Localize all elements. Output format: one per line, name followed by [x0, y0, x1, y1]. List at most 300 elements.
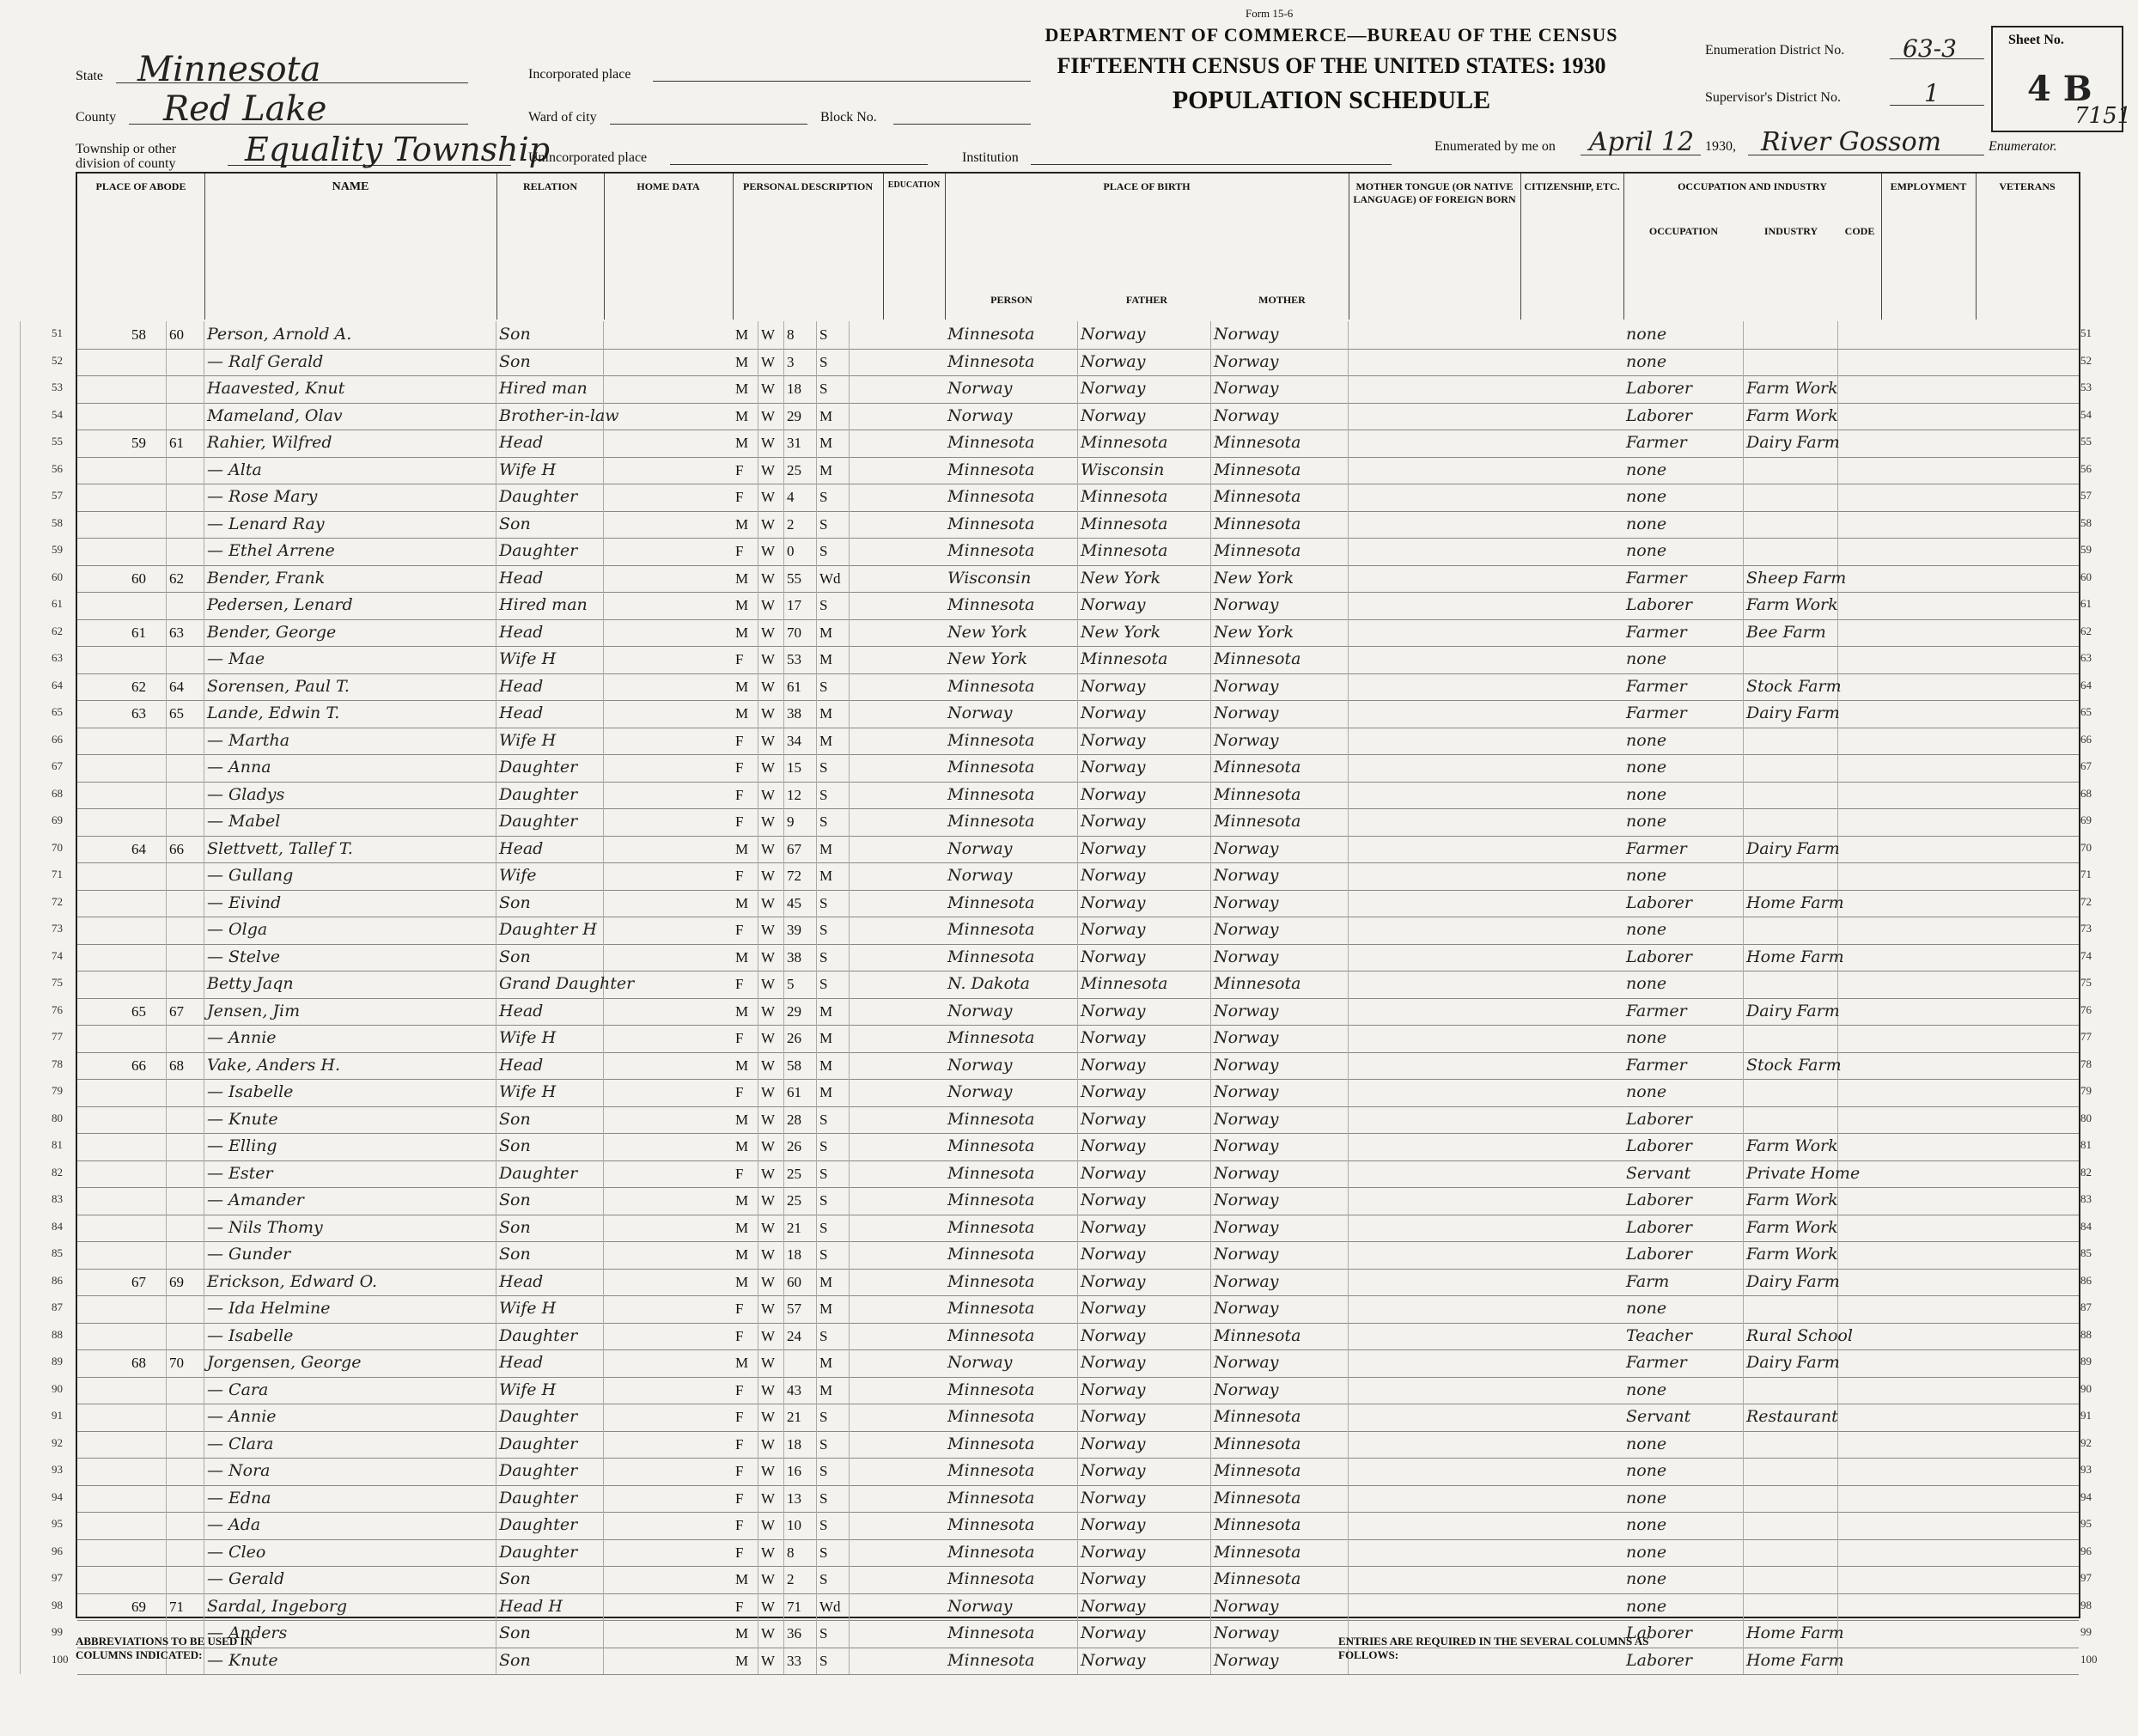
- cell-race: W: [758, 1404, 784, 1431]
- line-number: 55: [52, 435, 63, 448]
- cell-age: [784, 1349, 817, 1377]
- cell-sex: M: [733, 1349, 758, 1377]
- township-value: Equality Township: [245, 131, 551, 168]
- cell-sex: M: [733, 700, 758, 728]
- line-number: 66: [2080, 732, 2092, 746]
- cell-rel: Grand Daughter: [496, 971, 604, 998]
- cell-ind: [1744, 862, 1838, 890]
- cell-rel: Head: [496, 700, 604, 728]
- cell-race: W: [758, 1512, 784, 1539]
- line-number: 95: [52, 1517, 63, 1530]
- cell-occ: Farm: [1623, 1269, 1744, 1296]
- cell-mar: M: [817, 403, 850, 430]
- cell-bp: Norway: [945, 403, 1078, 430]
- cell-occ: Laborer: [1623, 403, 1744, 430]
- cell-fbp: Norway: [1078, 1404, 1211, 1431]
- cell-mbp: Norway: [1211, 1269, 1349, 1296]
- cell-name: — Gerald: [204, 1566, 496, 1593]
- cell-ind: [1744, 1593, 1838, 1621]
- enumerated-year: 1930,: [1705, 139, 1736, 154]
- line-number: 86: [52, 1273, 63, 1287]
- cell-bp: Minnesota: [945, 1187, 1078, 1215]
- cell-mbp: Norway: [1211, 862, 1349, 890]
- line-number: 72: [52, 894, 63, 908]
- cell-occ: Farmer: [1623, 700, 1744, 728]
- cell-ind: Dairy Farm: [1744, 1269, 1838, 1296]
- cell-dw: [129, 728, 167, 755]
- cell-bp: Minnesota: [945, 944, 1078, 972]
- cell-mbp: Norway: [1211, 1133, 1349, 1160]
- cell-age: 2: [784, 511, 817, 539]
- col-employment: EMPLOYMENT: [1881, 174, 1977, 320]
- cell-race: W: [758, 944, 784, 972]
- cell-age: 0: [784, 538, 817, 565]
- cell-sex: F: [733, 457, 758, 484]
- cell-fam: [167, 1215, 204, 1242]
- cell-occ: none: [1623, 1377, 1744, 1404]
- cell-mbp: Norway: [1211, 321, 1349, 349]
- cell-name: — Ada: [204, 1512, 496, 1539]
- cell-rel: Wife H: [496, 646, 604, 673]
- cell-sex: M: [733, 998, 758, 1026]
- cell-name: — Edna: [204, 1485, 496, 1513]
- cell-mar: S: [817, 808, 850, 836]
- cell-fbp: New York: [1078, 565, 1211, 593]
- cell-fbp: Norway: [1078, 998, 1211, 1026]
- line-number: 97: [52, 1571, 63, 1584]
- line-number: 77: [2080, 1030, 2092, 1043]
- cell-age: 72: [784, 862, 817, 890]
- table-row: [77, 375, 2079, 404]
- cell-fbp: Norway: [1078, 1539, 1211, 1567]
- cell-occ: none: [1623, 1431, 1744, 1459]
- cell-rel: Son: [496, 1566, 604, 1593]
- cell-ind: [1744, 457, 1838, 484]
- table-row: [77, 808, 2079, 837]
- line-number: 59: [2080, 543, 2092, 556]
- cell-sex: F: [733, 1458, 758, 1485]
- cell-race: W: [758, 1079, 784, 1106]
- cell-fam: [167, 1295, 204, 1323]
- line-number: 91: [2080, 1409, 2092, 1422]
- cell-sex: M: [733, 1620, 758, 1648]
- cell-bp: Minnesota: [945, 1620, 1078, 1648]
- cell-dw: [129, 1485, 167, 1513]
- cell-dw: [129, 1133, 167, 1160]
- enumerator-label: Enumerator.: [1989, 139, 2057, 154]
- cell-dw: [129, 754, 167, 782]
- incorporated-label: Incorporated place: [528, 67, 631, 82]
- table-row: [77, 1269, 2079, 1297]
- cell-bp: Minnesota: [945, 1404, 1078, 1431]
- cell-name: — Cleo: [204, 1539, 496, 1567]
- line-number: 74: [52, 948, 63, 962]
- cell-race: W: [758, 1269, 784, 1296]
- cell-race: W: [758, 375, 784, 403]
- cell-fam: [167, 1485, 204, 1513]
- cell-bp: Minnesota: [945, 1377, 1078, 1404]
- cell-dw: [129, 1323, 167, 1350]
- line-number: 86: [2080, 1273, 2092, 1287]
- cell-name: — Clara: [204, 1431, 496, 1459]
- sheet-value: 4 B: [2027, 69, 2092, 109]
- cell-name: — Gunder: [204, 1241, 496, 1269]
- cell-dw: [129, 917, 167, 944]
- cell-occ: Servant: [1623, 1160, 1744, 1188]
- cell-name: — Rose Mary: [204, 484, 496, 511]
- cell-ind: [1744, 349, 1838, 376]
- cell-fbp: Norway: [1078, 403, 1211, 430]
- cell-ind: [1744, 1106, 1838, 1134]
- cell-race: W: [758, 1566, 784, 1593]
- cell-dw: 69: [129, 1593, 167, 1621]
- table-row: [77, 782, 2079, 810]
- cell-mar: S: [817, 349, 850, 376]
- table-row: [77, 890, 2079, 918]
- line-number: 92: [2080, 1435, 2092, 1449]
- cell-age: 45: [784, 890, 817, 917]
- county-value: Red Lake: [163, 89, 327, 129]
- cell-fam: 63: [167, 619, 204, 647]
- cell-mar: M: [817, 1052, 850, 1080]
- cell-sex: M: [733, 349, 758, 376]
- ward-label: Ward of city: [528, 110, 597, 125]
- cell-name: — Mae: [204, 646, 496, 673]
- cell-rel: Hired man: [496, 592, 604, 619]
- cell-mar: S: [817, 592, 850, 619]
- cell-age: 18: [784, 375, 817, 403]
- cell-fam: 68: [167, 1052, 204, 1080]
- cell-occ: none: [1623, 538, 1744, 565]
- line-number: 64: [2080, 678, 2092, 691]
- cell-dw: [129, 1106, 167, 1134]
- line-number: 58: [2080, 515, 2092, 529]
- cell-age: 15: [784, 754, 817, 782]
- cell-fbp: Minnesota: [1078, 429, 1211, 457]
- cell-mbp: Minnesota: [1211, 484, 1349, 511]
- cell-age: 16: [784, 1458, 817, 1485]
- cell-name: — Amander: [204, 1187, 496, 1215]
- cell-ind: [1744, 511, 1838, 539]
- line-number: 91: [52, 1409, 63, 1422]
- cell-name: — Ralf Gerald: [204, 349, 496, 376]
- enum-district-value: 63-3: [1903, 34, 1957, 63]
- table-row: [77, 429, 2079, 458]
- cell-rel: Daughter: [496, 1323, 604, 1350]
- line-number: 90: [2080, 1381, 2092, 1395]
- cell-age: 60: [784, 1269, 817, 1296]
- cell-ind: [1744, 1025, 1838, 1052]
- cell-fam: [167, 1025, 204, 1052]
- cell-ind: Stock Farm: [1744, 673, 1838, 701]
- line-number: 76: [52, 1002, 63, 1016]
- cell-occ: none: [1623, 808, 1744, 836]
- table-row: [77, 1377, 2079, 1405]
- cell-race: W: [758, 1485, 784, 1513]
- cell-name: — Martha: [204, 728, 496, 755]
- cell-mbp: New York: [1211, 619, 1349, 647]
- cell-mar: S: [817, 321, 850, 349]
- cell-occ: none: [1623, 1593, 1744, 1621]
- cell-dw: [129, 808, 167, 836]
- cell-mbp: Minnesota: [1211, 511, 1349, 539]
- cell-fbp: Minnesota: [1078, 538, 1211, 565]
- line-number: 77: [52, 1030, 63, 1043]
- cell-fbp: Norway: [1078, 1566, 1211, 1593]
- cell-name: — Stelve: [204, 944, 496, 972]
- cell-occ: Laborer: [1623, 890, 1744, 917]
- cell-fbp: Norway: [1078, 1133, 1211, 1160]
- line-number: 51: [2080, 326, 2092, 339]
- cell-ind: [1744, 782, 1838, 809]
- cell-age: 67: [784, 836, 817, 863]
- cell-bp: Minnesota: [945, 511, 1078, 539]
- cell-occ: none: [1623, 1512, 1744, 1539]
- cell-sex: M: [733, 673, 758, 701]
- cell-dw: 66: [129, 1052, 167, 1080]
- cell-sex: F: [733, 862, 758, 890]
- line-number: 90: [52, 1381, 63, 1395]
- line-number: 82: [2080, 1165, 2092, 1179]
- cell-occ: none: [1623, 1025, 1744, 1052]
- cell-fam: 65: [167, 700, 204, 728]
- line-number: 97: [2080, 1571, 2092, 1584]
- unincorporated-label: Unincorporated place: [528, 150, 648, 165]
- cell-name: — Eivind: [204, 890, 496, 917]
- cell-rel: Head: [496, 998, 604, 1026]
- cell-age: 8: [784, 321, 817, 349]
- cell-rel: Head: [496, 565, 604, 593]
- cell-fam: [167, 538, 204, 565]
- cell-rel: Son: [496, 511, 604, 539]
- cell-occ: Laborer: [1623, 1106, 1744, 1134]
- line-number: 82: [52, 1165, 63, 1179]
- supervisor-value: 1: [1924, 79, 1940, 107]
- cell-sex: M: [733, 836, 758, 863]
- line-number: 71: [2080, 868, 2092, 880]
- cell-age: 33: [784, 1648, 817, 1675]
- table-row: [77, 1458, 2079, 1486]
- cell-bp: Minnesota: [945, 1485, 1078, 1513]
- line-number: 78: [52, 1057, 63, 1070]
- cell-bp: Minnesota: [945, 1323, 1078, 1350]
- line-number: 78: [2080, 1057, 2092, 1070]
- cell-bp: Minnesota: [945, 1106, 1078, 1134]
- line-number: 53: [52, 381, 63, 393]
- cell-age: 3: [784, 349, 817, 376]
- table-row: [77, 673, 2079, 702]
- cell-age: 26: [784, 1133, 817, 1160]
- line-number: 81: [2080, 1138, 2092, 1151]
- cell-rel: Daughter: [496, 1160, 604, 1188]
- cell-name: Pedersen, Lenard: [204, 592, 496, 619]
- cell-rel: Head: [496, 1349, 604, 1377]
- cell-ind: [1744, 484, 1838, 511]
- cell-race: W: [758, 890, 784, 917]
- cell-race: W: [758, 1106, 784, 1134]
- cell-mar: S: [817, 1133, 850, 1160]
- table-row: [77, 403, 2079, 431]
- cell-race: W: [758, 1349, 784, 1377]
- cell-mar: S: [817, 1485, 850, 1513]
- table-row: [77, 1025, 2079, 1053]
- cell-ind: Sheep Farm: [1744, 565, 1838, 593]
- cell-sex: F: [733, 1404, 758, 1431]
- sheet-label: Sheet No.: [2008, 33, 2064, 47]
- col-citizenship: CITIZENSHIP, ETC.: [1520, 174, 1624, 320]
- cell-mbp: Minnesota: [1211, 538, 1349, 565]
- cell-fbp: Norway: [1078, 754, 1211, 782]
- line-number: 95: [2080, 1517, 2092, 1530]
- cell-ind: [1744, 1295, 1838, 1323]
- cell-occ: Farmer: [1623, 836, 1744, 863]
- cell-ind: Farm Work: [1744, 1215, 1838, 1242]
- cell-age: 10: [784, 1512, 817, 1539]
- cell-fam: [167, 754, 204, 782]
- cell-age: 29: [784, 403, 817, 430]
- cell-name: Jorgensen, George: [204, 1349, 496, 1377]
- cell-name: — Nora: [204, 1458, 496, 1485]
- cell-fam: 66: [167, 836, 204, 863]
- cell-fam: [167, 944, 204, 972]
- cell-sex: M: [733, 592, 758, 619]
- cell-mbp: Norway: [1211, 1648, 1349, 1675]
- cell-fam: [167, 1133, 204, 1160]
- line-number: 60: [52, 570, 63, 583]
- cell-rel: Head: [496, 673, 604, 701]
- cell-mbp: Minnesota: [1211, 646, 1349, 673]
- cell-ind: Home Farm: [1744, 944, 1838, 972]
- cell-bp: Minnesota: [945, 321, 1078, 349]
- cell-rel: Daughter: [496, 754, 604, 782]
- cell-fam: [167, 1079, 204, 1106]
- table-row: [77, 1106, 2079, 1135]
- cell-fbp: Norway: [1078, 1323, 1211, 1350]
- cell-occ: none: [1623, 971, 1744, 998]
- cell-sex: F: [733, 808, 758, 836]
- cell-fbp: Norway: [1078, 1431, 1211, 1459]
- cell-name: Bender, George: [204, 619, 496, 647]
- cell-dw: [129, 538, 167, 565]
- line-number: 69: [52, 813, 63, 826]
- table-row: [77, 1241, 2079, 1270]
- cell-occ: none: [1623, 917, 1744, 944]
- cell-name: Erickson, Edward O.: [204, 1269, 496, 1296]
- cell-mbp: Norway: [1211, 673, 1349, 701]
- cell-rel: Son: [496, 1648, 604, 1675]
- cell-bp: Norway: [945, 1079, 1078, 1106]
- cell-dw: [129, 1458, 167, 1485]
- cell-fbp: Norway: [1078, 1187, 1211, 1215]
- cell-rel: Head: [496, 429, 604, 457]
- cell-name: Slettvett, Tallef T.: [204, 836, 496, 863]
- cell-bp: Minnesota: [945, 1648, 1078, 1675]
- cell-name: — Knute: [204, 1648, 496, 1675]
- cell-fbp: Norway: [1078, 700, 1211, 728]
- county-label: County: [76, 110, 117, 125]
- cell-name: Person, Arnold A.: [204, 321, 496, 349]
- cell-race: W: [758, 1215, 784, 1242]
- cell-race: W: [758, 1295, 784, 1323]
- cell-occ: none: [1623, 754, 1744, 782]
- line-number: 87: [52, 1300, 63, 1313]
- cell-dw: [129, 484, 167, 511]
- cell-bp: Norway: [945, 1593, 1078, 1621]
- cell-mar: S: [817, 1512, 850, 1539]
- cell-occ: none: [1623, 728, 1744, 755]
- cell-sex: F: [733, 1485, 758, 1513]
- cell-age: 4: [784, 484, 817, 511]
- cell-occ: none: [1623, 349, 1744, 376]
- cell-mar: Wd: [817, 565, 850, 593]
- cell-fam: [167, 484, 204, 511]
- cell-fbp: Norway: [1078, 1648, 1211, 1675]
- cell-ind: Home Farm: [1744, 1620, 1838, 1648]
- cell-ind: Private Home: [1744, 1160, 1838, 1188]
- cell-race: W: [758, 1323, 784, 1350]
- cell-mbp: Norway: [1211, 890, 1349, 917]
- cell-rel: Wife H: [496, 728, 604, 755]
- cell-rel: Son: [496, 890, 604, 917]
- cell-fbp: Norway: [1078, 1620, 1211, 1648]
- cell-mar: S: [817, 1215, 850, 1242]
- cell-age: 24: [784, 1323, 817, 1350]
- cell-race: W: [758, 836, 784, 863]
- table-row: [77, 836, 2079, 864]
- table-row: [77, 1079, 2079, 1107]
- cell-fam: 62: [167, 565, 204, 593]
- cell-race: W: [758, 321, 784, 349]
- cell-fbp: Norway: [1078, 1052, 1211, 1080]
- cell-ind: [1744, 754, 1838, 782]
- line-number: 68: [52, 786, 63, 800]
- cell-fam: 64: [167, 673, 204, 701]
- cell-sex: F: [733, 1323, 758, 1350]
- cell-fbp: Norway: [1078, 673, 1211, 701]
- cell-age: 36: [784, 1620, 817, 1648]
- line-number: 73: [2080, 922, 2092, 935]
- cell-dw: [129, 1295, 167, 1323]
- cell-dw: [129, 457, 167, 484]
- cell-sex: M: [733, 565, 758, 593]
- line-number: 66: [52, 732, 63, 746]
- cell-mar: S: [817, 1160, 850, 1188]
- cell-rel: Son: [496, 944, 604, 972]
- cell-ind: Home Farm: [1744, 890, 1838, 917]
- cell-fam: [167, 1512, 204, 1539]
- cell-fam: [167, 646, 204, 673]
- cell-rel: Wife H: [496, 457, 604, 484]
- cell-fam: [167, 403, 204, 430]
- cell-dw: [129, 971, 167, 998]
- line-number: 65: [52, 705, 63, 718]
- cell-rel: Head: [496, 619, 604, 647]
- cell-fbp: Norway: [1078, 1295, 1211, 1323]
- cell-bp: Minnesota: [945, 1566, 1078, 1593]
- cell-fam: 71: [167, 1593, 204, 1621]
- cell-mbp: Minnesota: [1211, 457, 1349, 484]
- cell-race: W: [758, 484, 784, 511]
- col-relation: RELATION: [496, 174, 605, 320]
- cell-dw: [129, 890, 167, 917]
- line-number: 62: [2080, 624, 2092, 637]
- cell-fbp: Minnesota: [1078, 971, 1211, 998]
- cell-name: — Cara: [204, 1377, 496, 1404]
- cell-fam: [167, 1187, 204, 1215]
- cell-bp: Minnesota: [945, 1215, 1078, 1242]
- cell-race: W: [758, 1593, 784, 1621]
- cell-occ: none: [1623, 457, 1744, 484]
